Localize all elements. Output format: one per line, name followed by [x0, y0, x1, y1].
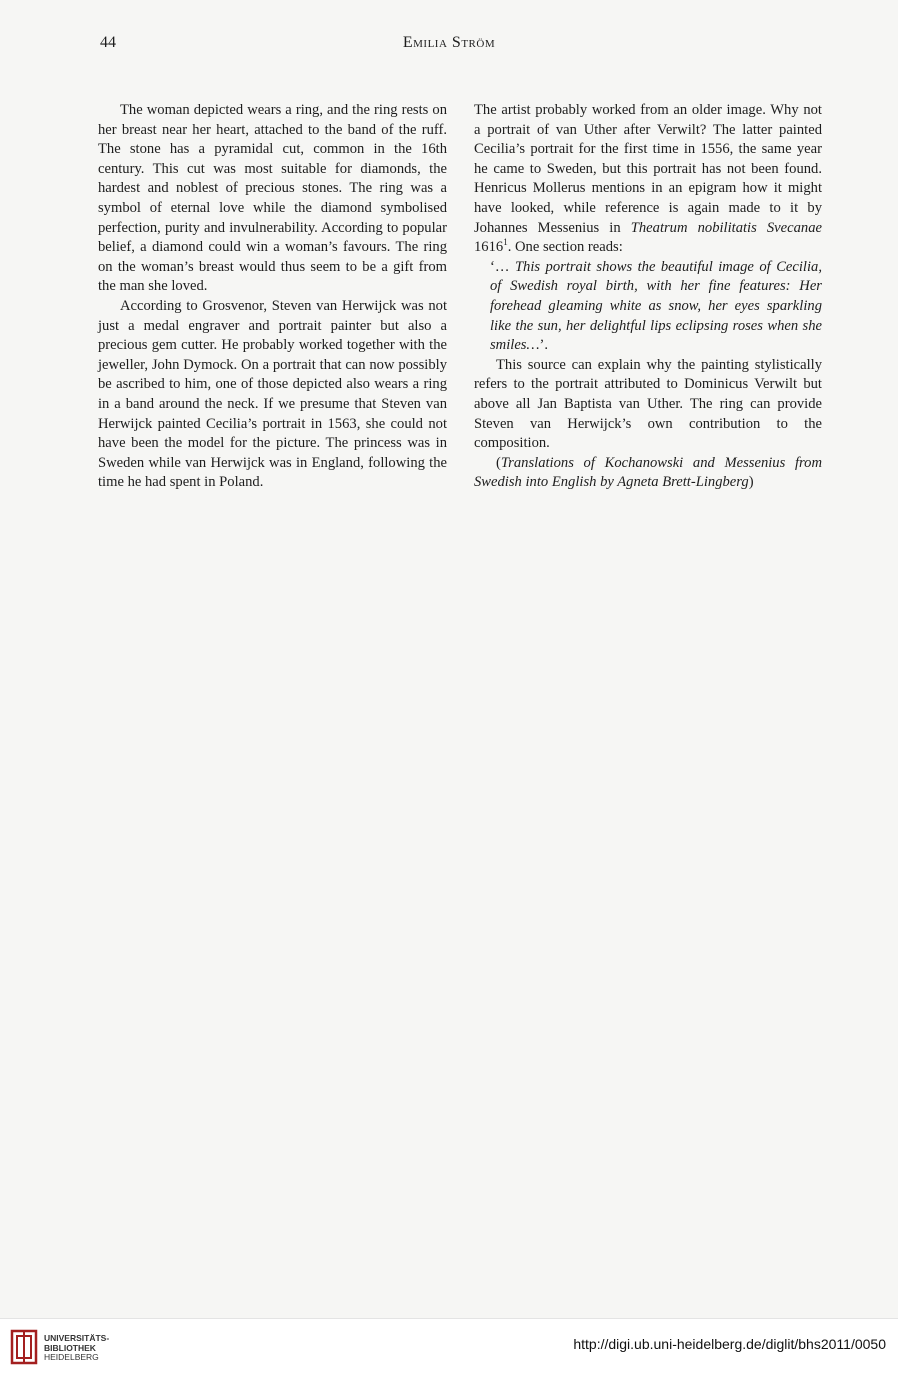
page-header	[0, 30, 898, 54]
translation-open: (	[496, 454, 501, 471]
paragraph-older-image	[474, 101, 822, 258]
page-number: 44	[100, 34, 116, 51]
left-column	[98, 101, 447, 493]
library-line-1: UNIVERSITÄTS-	[44, 1333, 110, 1343]
library-footer	[0, 1318, 898, 1384]
library-line-2: BIBLIOTHEK	[44, 1342, 96, 1353]
translation-close: )	[748, 474, 754, 491]
library-line-3: HEIDELBERG	[44, 1352, 99, 1362]
book-title: Theatrum nobilitatis Svecanae	[630, 219, 822, 236]
block-quote	[474, 258, 822, 356]
quote-text: This portrait shows the beautiful image of Cecilia, of Swedish royal birth, with her fine features: Her forehead gleaming white as snow, her eyes sparkling like the sun, her delightful lips eclipsing roses when she smiles…	[490, 258, 822, 354]
translation-credit: Translations of Kochanowski and Messenius from Swedish into English by Agneta Brett-Lingberg	[474, 454, 822, 491]
running-head	[0, 34, 898, 52]
paragraph-grosvenor: According to Grosvenor, Steven van Herwijck was not just a medal engraver and portrait painter but also a precious gem cutter. He probably worked together with the jeweller, John Dymock. On a portrait that can now possibly be ascribed to him, one of those depicted also wears a ring in a band around the neck. If we presume that Steven van Herwijck painted Cecilia’s portrait in 1563, she could not have been the model for the picture. The princess was in Sweden while van Herwijck was in England, following the time he had spent in Poland.	[98, 297, 447, 491]
right-column	[474, 101, 822, 493]
author-name: Emilia Ström	[402, 34, 496, 51]
quote-open: ‘…	[490, 258, 510, 275]
paragraph-source: This source can explain why the painting stylistically refers to the portrait attributed to Dominicus Verwilt but above all Jan Baptista van Uther. The ring can provide Steven van Herwijck’s own contribution to the composition.	[474, 356, 822, 452]
permalink[interactable]: http://digi.ub.uni-heidelberg.de/diglit/bhs2011/0050	[573, 1336, 886, 1352]
paragraph-ring: The woman depicted wears a ring, and the ring rests on her breast near her heart, attached to the band of the ruff. The stone has a pyramidal cut, common in the 16th century. This cut was most suitable for diamonds, the hardest and noblest of precious stones. The ring was a symbol of eternal love while the diamond symbolised perfection, purity and invulnerability. According to popular belief, a diamond could win a woman’s favours. The ring on the woman’s breast would thus seem to be a gift from the man she loved.	[98, 102, 447, 295]
library-logo-icon	[10, 1329, 38, 1365]
footnote-marker: 1	[503, 237, 508, 248]
paragraph-text: The artist probably worked from an older image. Why not a portrait of van Uther after Verwilt? The latter painted Cecilia’s portrait for the first time in 1556, the same year he came to Sweden, but this portrait has not been found. Henricus Mollerus mentions in an epigram how it might have looked, while reference is again made to it by Johannes Messenius in	[474, 102, 822, 236]
translation-note	[474, 454, 822, 493]
quote-close: ’.	[539, 337, 548, 354]
paragraph-text-end: . One section reads:	[507, 239, 623, 256]
library-name	[44, 1334, 109, 1363]
publication-year: 1616	[474, 239, 504, 256]
